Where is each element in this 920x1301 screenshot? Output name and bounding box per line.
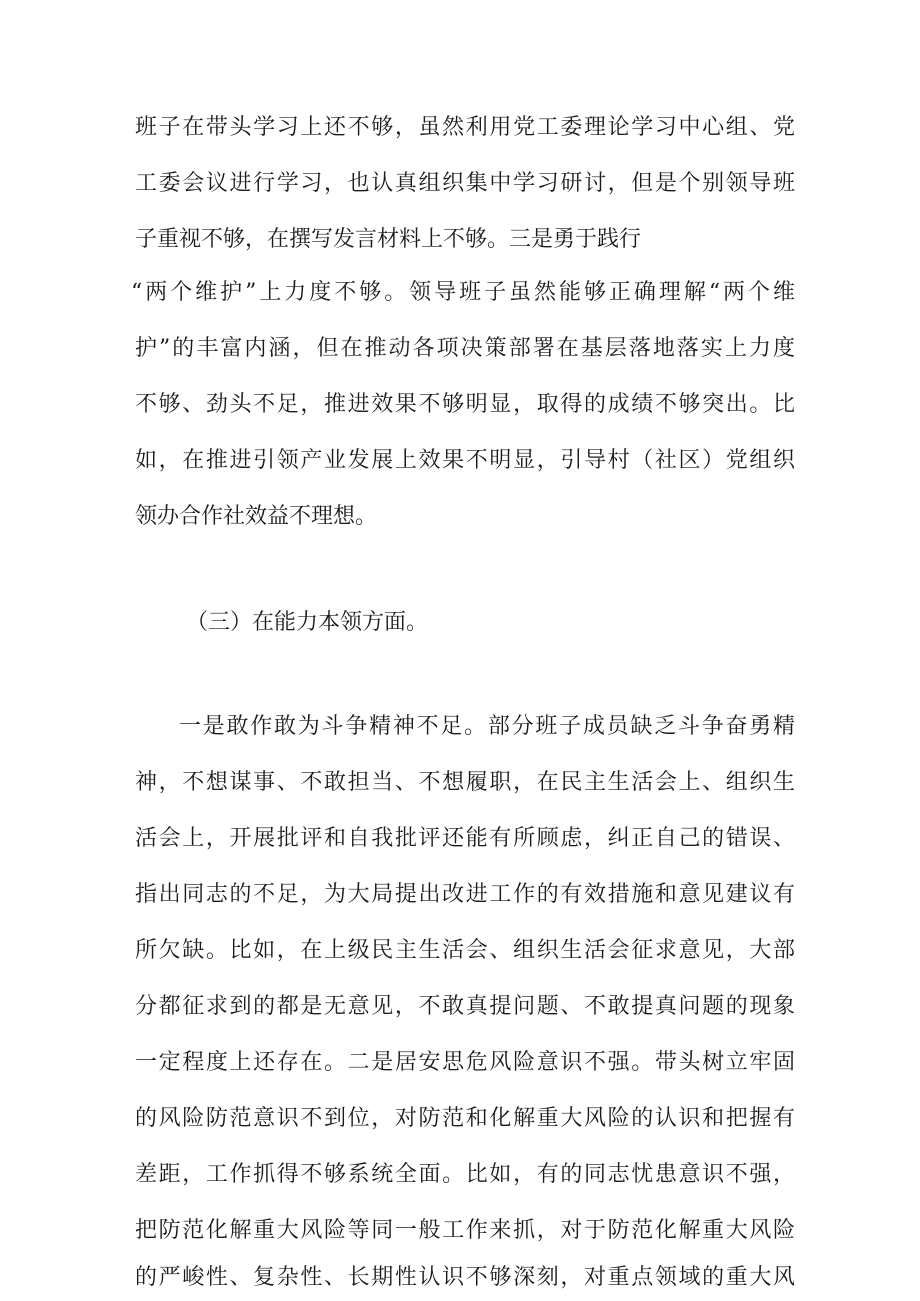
body-text-line: 活会上，开展批评和自我批评还能有所顾虑，纠正自己的错误、	[135, 826, 795, 851]
body-text-line: 不够、劲头不足，推进效果不够明显，取得的成绩不够突出。比	[135, 392, 795, 417]
body-text-line: 如，在推进引领产业发展上效果不明显，引导村（社区）党组织	[135, 448, 795, 473]
body-text-line: 分都征求到的都是无意见，不敢真提问题、不敢提真问题的现象	[135, 994, 795, 1019]
body-text-line: 的风险防范意识不到位，对防范和化解重大风险的认识和把握有	[135, 1106, 795, 1131]
body-text-line: 子重视不够，在撰写发言材料上不够。三是勇于践行	[135, 227, 642, 252]
body-text-line: 指出同志的不足，为大局提出改进工作的有效措施和意见建议有	[135, 882, 795, 907]
body-text-line: 工委会议进行学习，也认真组织集中学习研讨，但是个别领导班	[135, 171, 795, 196]
body-text-line: 的严峻性、复杂性、长期性认识不够深刻，对重点领域的重大风	[135, 1265, 795, 1290]
body-text-line: 差距，工作抓得不够系统全面。比如，有的同志忧患意识不强，	[135, 1162, 795, 1187]
body-text-line: 神，不想谋事、不敢担当、不想履职，在民主生活会上、组织生	[135, 770, 795, 795]
body-text-line: 护”的丰富内涵，但在推动各项决策部署在基层落地落实上力度	[135, 336, 795, 361]
section-heading: （三）在能力本领方面。	[186, 610, 429, 635]
body-text-line: 班子在带头学习上还不够，虽然利用党工委理论学习中心组、党	[135, 115, 795, 140]
body-text-line: 所欠缺。比如，在上级民主生活会、组织生活会征求意见，大部	[135, 938, 795, 963]
body-text-line: 把防范化解重大风险等同一般工作来抓，对于防范化解重大风险	[135, 1218, 795, 1243]
body-text-line: “两个维护”上力度不够。领导班子虽然能够正确理解“两个维	[131, 280, 795, 305]
body-text-line: 一定程度上还存在。二是居安思危风险意识不强。带头树立牢固	[135, 1050, 795, 1075]
body-text-line: 一是敢作敢为斗争精神不足。部分班子成员缺乏斗争奋勇精	[179, 714, 795, 739]
body-text-line: 领办合作社效益不理想。	[135, 504, 378, 529]
